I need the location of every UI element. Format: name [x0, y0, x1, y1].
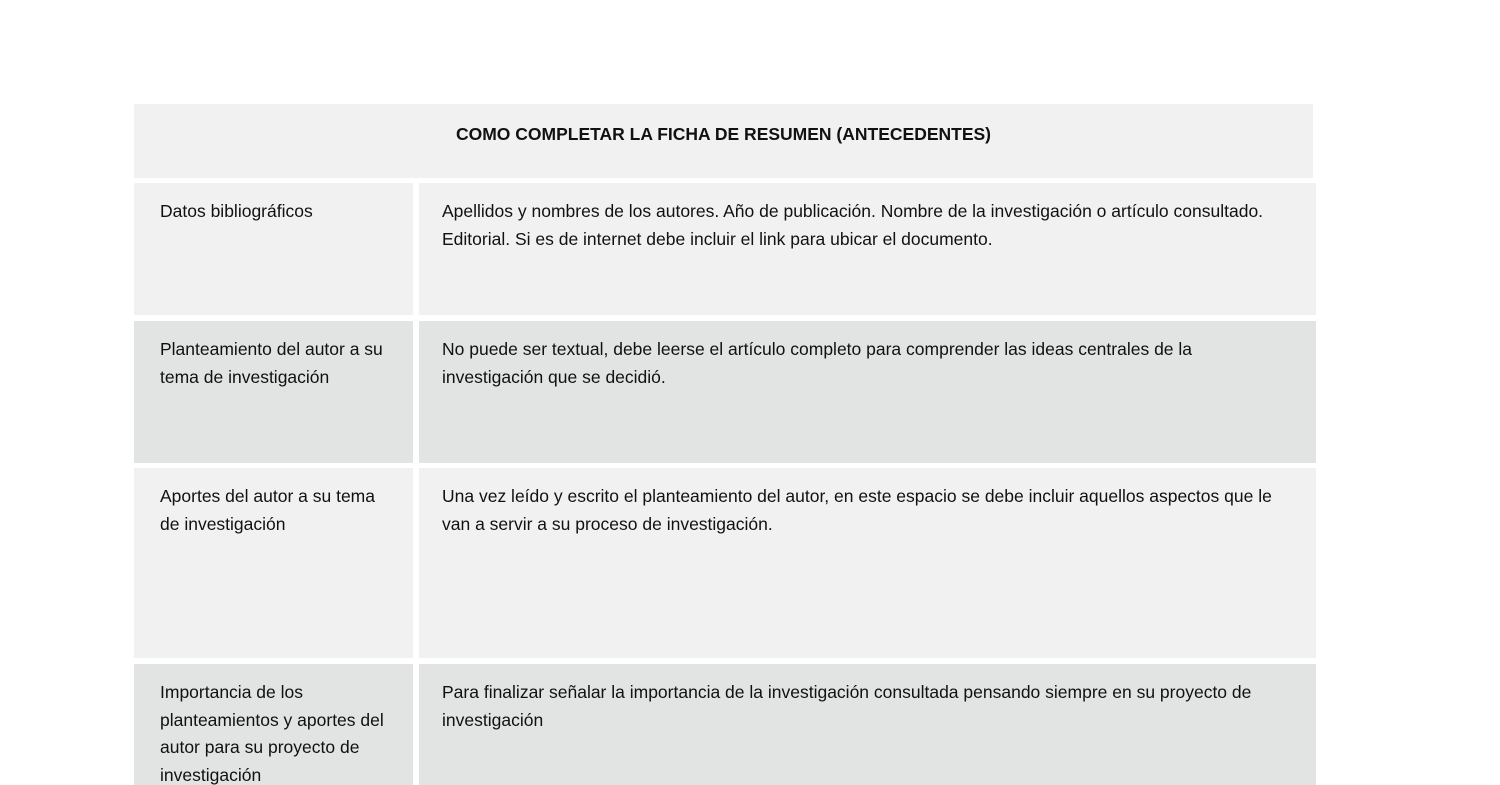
- row-description: Para finalizar señalar la importancia de la investigación consultada pensando siempre en su proyecto de investigación: [419, 664, 1316, 785]
- row-label: Datos bibliográficos: [134, 183, 413, 315]
- table-row-importance: [134, 664, 1316, 785]
- row-label: Planteamiento del autor a su tema de investigación: [134, 321, 413, 463]
- table-row-author-approach: [134, 321, 1316, 463]
- table-row-author-contributions: [134, 468, 1316, 658]
- table-title: COMO COMPLETAR LA FICHA DE RESUMEN (ANTECEDENTES): [455, 124, 992, 144]
- row-label: Importancia de los planteamientos y aportes del autor para su proyecto de investigación: [134, 664, 413, 785]
- row-description: Una vez leído y escrito el planteamiento del autor, en este espacio se debe incluir aquellos aspectos que le van a servir a su proceso de investigación.: [419, 468, 1316, 658]
- table-header: [134, 104, 1313, 178]
- row-label: Aportes del autor a su tema de investigación: [134, 468, 413, 658]
- table-row-bibliographic-data: [134, 183, 1316, 315]
- row-description: Apellidos y nombres de los autores. Año de publicación. Nombre de la investigación o artículo consultado. Editorial. Si es de internet debe incluir el link para ubicar el documento.: [419, 183, 1316, 315]
- row-description: No puede ser textual, debe leerse el artículo completo para comprender las ideas centrales de la investigación que se decidió.: [419, 321, 1316, 463]
